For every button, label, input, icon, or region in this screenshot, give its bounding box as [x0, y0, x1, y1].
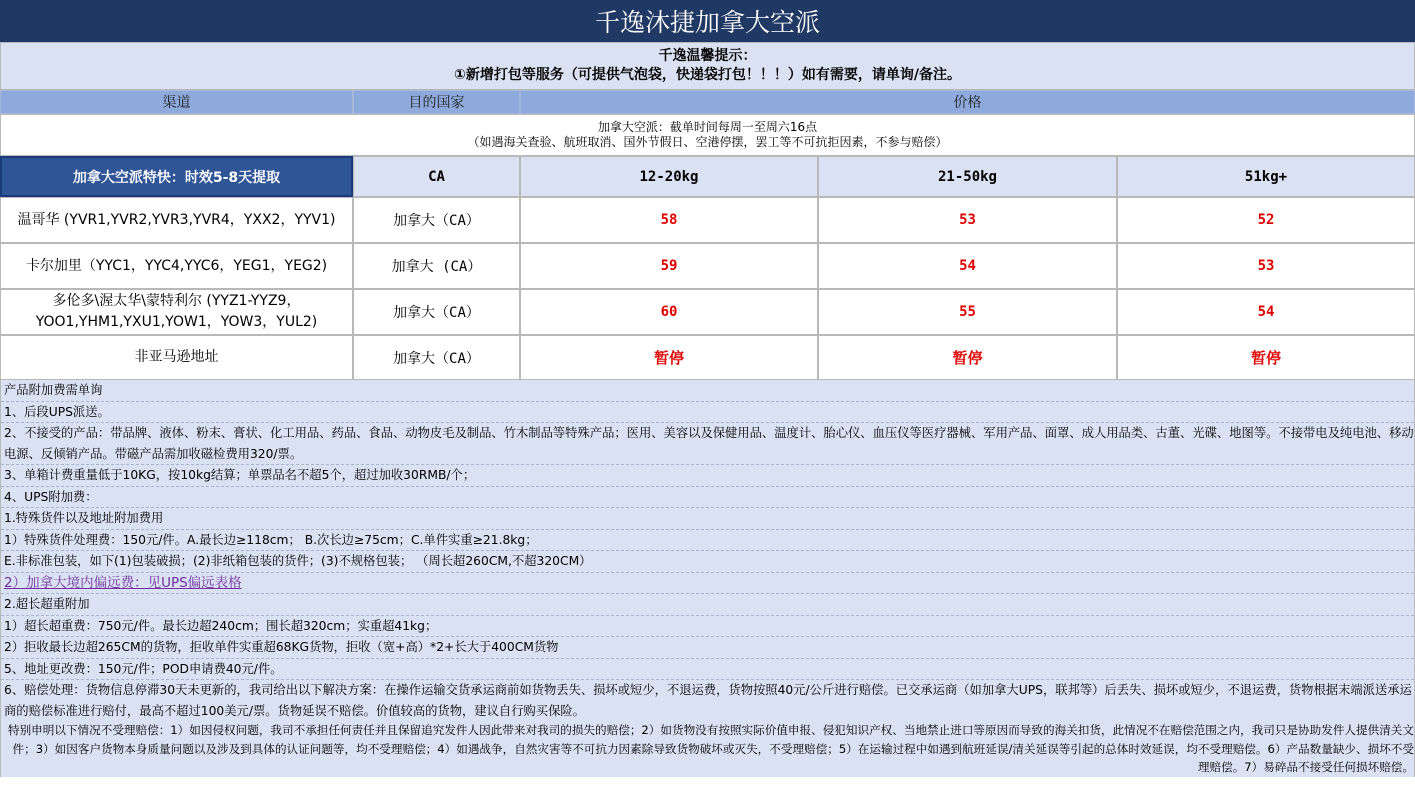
note-line: 5、地址更改费：150元/件；POD申请费40元/件。 [1, 659, 1414, 681]
note-line: 3、单箱计费重量低于10KG，按10kg结算；单票品名不超5个，超过加收30RMB/个； [1, 465, 1414, 487]
header-country: 目的国家 [353, 90, 520, 114]
note-compensation: 6、赔偿处理：货物信息停滞30天未更新的，我司给出以下解决方案：在操作运输交货承运商前如货物丢失、损坏或短少，不退运费，货物按照40元/公斤进行赔偿。已交承运商（如加拿大UPS，联邦等）后丢失、损坏或短少，不退运费，货物根据末端派送承运商的赔偿标准进行赔付，最高不超过100美元/票。货物延误不赔偿。价值较高的货物，建议自行购买保险。 [4, 683, 1412, 718]
notice-text: ①新增打包等服务（可提供气泡袋，快递袋打包！！！）如有需要，请单询/备注。 [454, 67, 961, 83]
status-paused: 暂停 [818, 335, 1117, 380]
tier-12-20kg: 12-20kg [520, 156, 818, 197]
price-cell: 60 [520, 289, 818, 335]
price-cell: 55 [818, 289, 1117, 335]
header-price: 价格 [520, 90, 1415, 114]
country-cell: 加拿大 (CA） [353, 243, 520, 289]
note-line: 1.特殊货件以及地址附加费用 [1, 508, 1414, 530]
price-cell: 53 [1117, 243, 1415, 289]
note-line: 1、后段UPS派送。 [1, 402, 1414, 424]
price-cell: 53 [818, 197, 1117, 243]
disclaimer-line: （如遇海关查验、航班取消、国外节假日、空港停摆，罢工等不可抗拒因素，不参与赔偿） [467, 135, 948, 149]
note-line: 4、UPS附加费： [1, 487, 1414, 509]
price-cell: 58 [520, 197, 818, 243]
channel-vancouver: 温哥华 (YVR1,YVR2,YVR3,YVR4，YXX2，YYV1) [0, 197, 353, 243]
tier-51kg-plus: 51kg+ [1117, 156, 1415, 197]
country-cell: 加拿大（CA） [353, 335, 520, 380]
note-line: E.非标准包装，如下(1)包装破损；(2)非纸箱包装的货件；(3)不规格包装； （周长超260CM,不超320CM） [1, 551, 1414, 573]
status-paused: 暂停 [1117, 335, 1415, 380]
cutoff-info [0, 114, 1415, 156]
note-prohibited-items: 2、不接受的产品：带品牌、液体、粉末、膏状、化工用品、药品、食品、动物皮毛及制品、竹木制品等特殊产品；医用、美容以及保健用品、温度计、胎心仪、血压仪等医疗器械、军用产品、面罩、成人用品类、古董、光碟、地图等。不接带电及纯电池、移动电源、反倾销产品。带磁产品需加收磁检费用320/票。 [1, 423, 1414, 465]
channel-non-amazon: 非亚马逊地址 [0, 335, 353, 380]
sheet-title: 千逸沐捷加拿大空派 [0, 0, 1415, 42]
price-cell: 59 [520, 243, 818, 289]
country-cell: 加拿大（CA） [353, 289, 520, 335]
notice-box [0, 42, 1415, 90]
notes-section [0, 380, 1415, 777]
price-cell: 52 [1117, 197, 1415, 243]
channel-toronto-ottawa-montreal: 多伦多\渥太华\蒙特利尔 (YYZ1-YYZ9，YOO1,YHM1,YXU1,YOW1，YOW3，YUL2) [0, 289, 353, 335]
note-line: 2）拒收最长边超265CM的货物，拒收单件实重超68KG货物，拒收（宽+高）*2+长大于400CM货物 [1, 637, 1414, 659]
header-channel: 渠道 [0, 90, 353, 114]
remote-area-link[interactable]: 2）加拿大境内偏远费：见UPS偏远表格 [1, 573, 1414, 595]
notice-heading: 千逸温馨提示： [658, 48, 757, 64]
note-line: 1）超长超重费：750元/件。最长边超240cm；围长超320cm；实重超41kg； [1, 616, 1414, 638]
country-code: CA [353, 156, 520, 197]
note-line: 产品附加费需单询 [1, 380, 1414, 402]
note-line: 1）特殊货件处理费：150元/件。A.最长边≥118cm； B.次长边≥75cm；C.单件实重≥21.8kg； [1, 530, 1414, 552]
status-paused: 暂停 [520, 335, 818, 380]
service-name: 加拿大空派特快：时效5-8天提取 [0, 156, 353, 197]
channel-calgary: 卡尔加里（YYC1，YYC4,YYC6，YEG1，YEG2) [0, 243, 353, 289]
price-cell: 54 [1117, 289, 1415, 335]
note-line: 2.超长超重附加 [1, 594, 1414, 616]
note-special-statement: 特别申明以下情况不受理赔偿：1）如因侵权问题，我司不承担任何责任并且保留追究发件人因此带来对我司的损失的赔偿；2）如货物没有按照实际价值申报、侵犯知识产权、当地禁止进口等原因而导致的海关扣货，此情况不在赔偿范围之内，我司只是协助发件人提供清关文件；3）如因客户货物本身质量问题以及涉及到具体的认证问题等，均不受理赔偿；4）如遇战争，自然灾害等不可抗力因素除导致货物破坏或灭失，不受理赔偿；5）在运输过程中如遇到航班延误/清关延误等引起的总体时效延误，均不受理赔偿。6）产品数量缺少、损坏不受理赔偿。7）易碎品不接受任何损坏赔偿。 [7, 723, 1414, 775]
country-cell: 加拿大（CA） [353, 197, 520, 243]
tier-21-50kg: 21-50kg [818, 156, 1117, 197]
price-cell: 54 [818, 243, 1117, 289]
cutoff-line: 加拿大空派：截单时间每周一至周六16点 [597, 120, 818, 134]
